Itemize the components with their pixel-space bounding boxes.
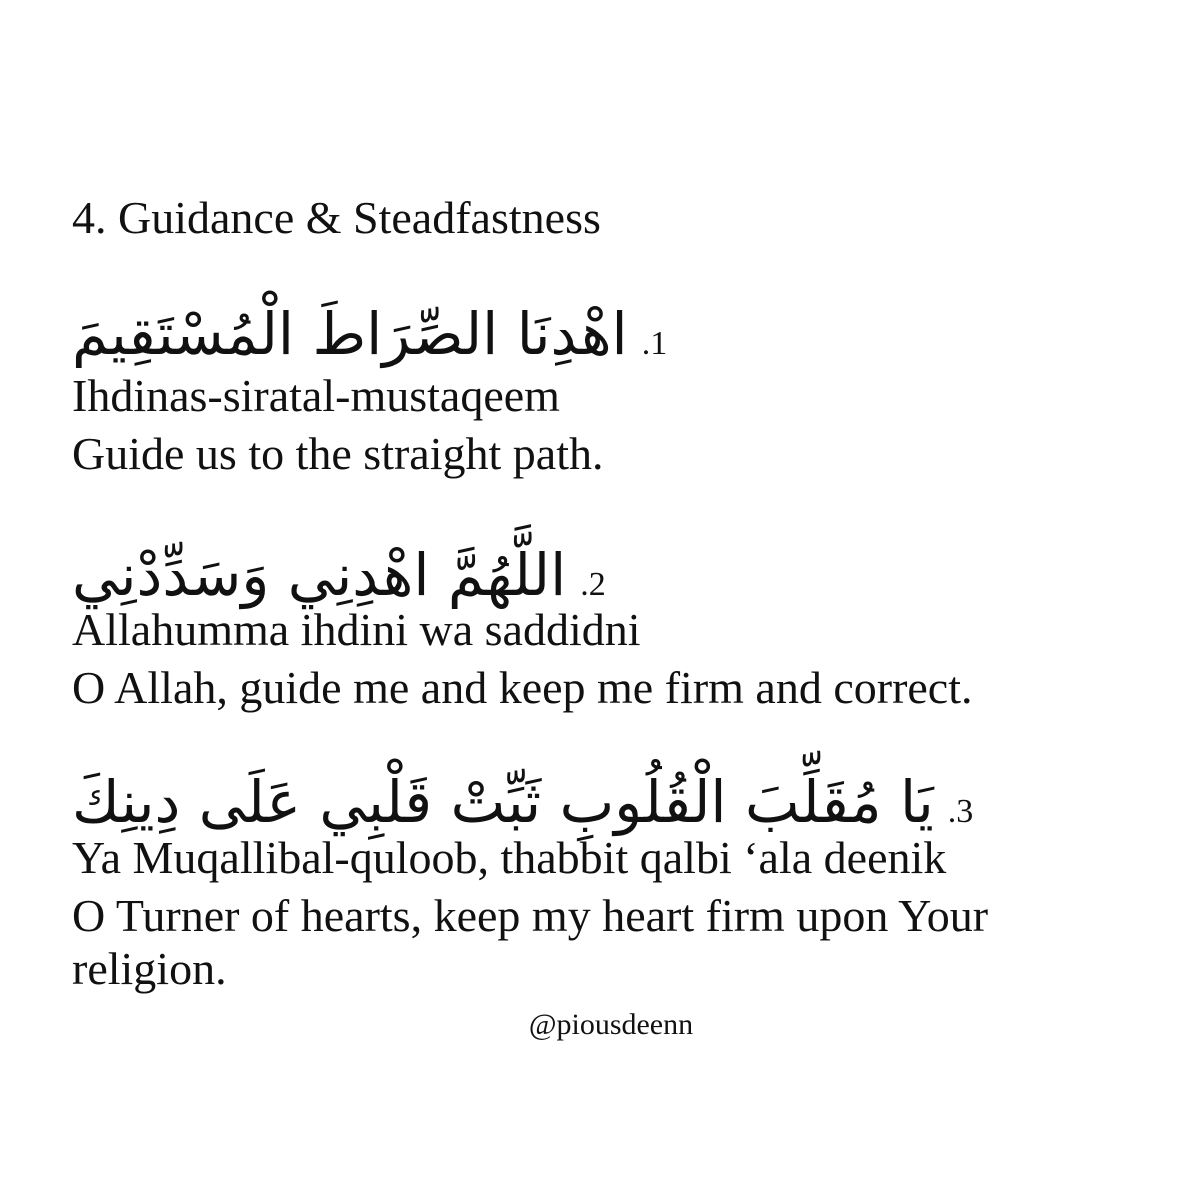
dua-2-translation: O Allah, guide me and keep me firm and correct. bbox=[72, 662, 973, 713]
section-title: 4. Guidance & Steadfastness bbox=[72, 192, 601, 243]
dua-2-transliteration: Allahumma ihdini wa saddidni bbox=[72, 604, 641, 655]
dua-2-arabic: اللَّهُمَّ اهْدِنِي وَسَدِّدْنِي bbox=[72, 541, 567, 609]
dua-3-translation-line-2: religion. bbox=[72, 943, 227, 994]
dua-3-arabic: يَا مُقَلِّبَ الْقُلُوبِ ثَبِّتْ قَلْبِي عَلَى دِينِكَ bbox=[72, 768, 934, 836]
dua-2-number: 2. bbox=[580, 566, 606, 603]
dua-1-translation: Guide us to the straight path. bbox=[72, 428, 604, 479]
author-handle: @piousdeenn bbox=[528, 1008, 694, 1041]
dua-1-transliteration: Ihdinas-siratal-mustaqeem bbox=[72, 370, 560, 421]
dua-1-number: 1. bbox=[641, 325, 668, 362]
dua-3-translation-line-1: O Turner of hearts, keep my heart firm upon Your bbox=[72, 890, 989, 941]
dua-1-arabic: اهْدِنَا الصِّرَاطَ الْمُسْتَقِيمَ bbox=[72, 300, 628, 368]
dua-3-number: 3. bbox=[947, 793, 974, 830]
dua-3-transliteration: Ya Muqallibal-quloob, thabbit qalbi ‘ala deenik bbox=[72, 832, 947, 883]
